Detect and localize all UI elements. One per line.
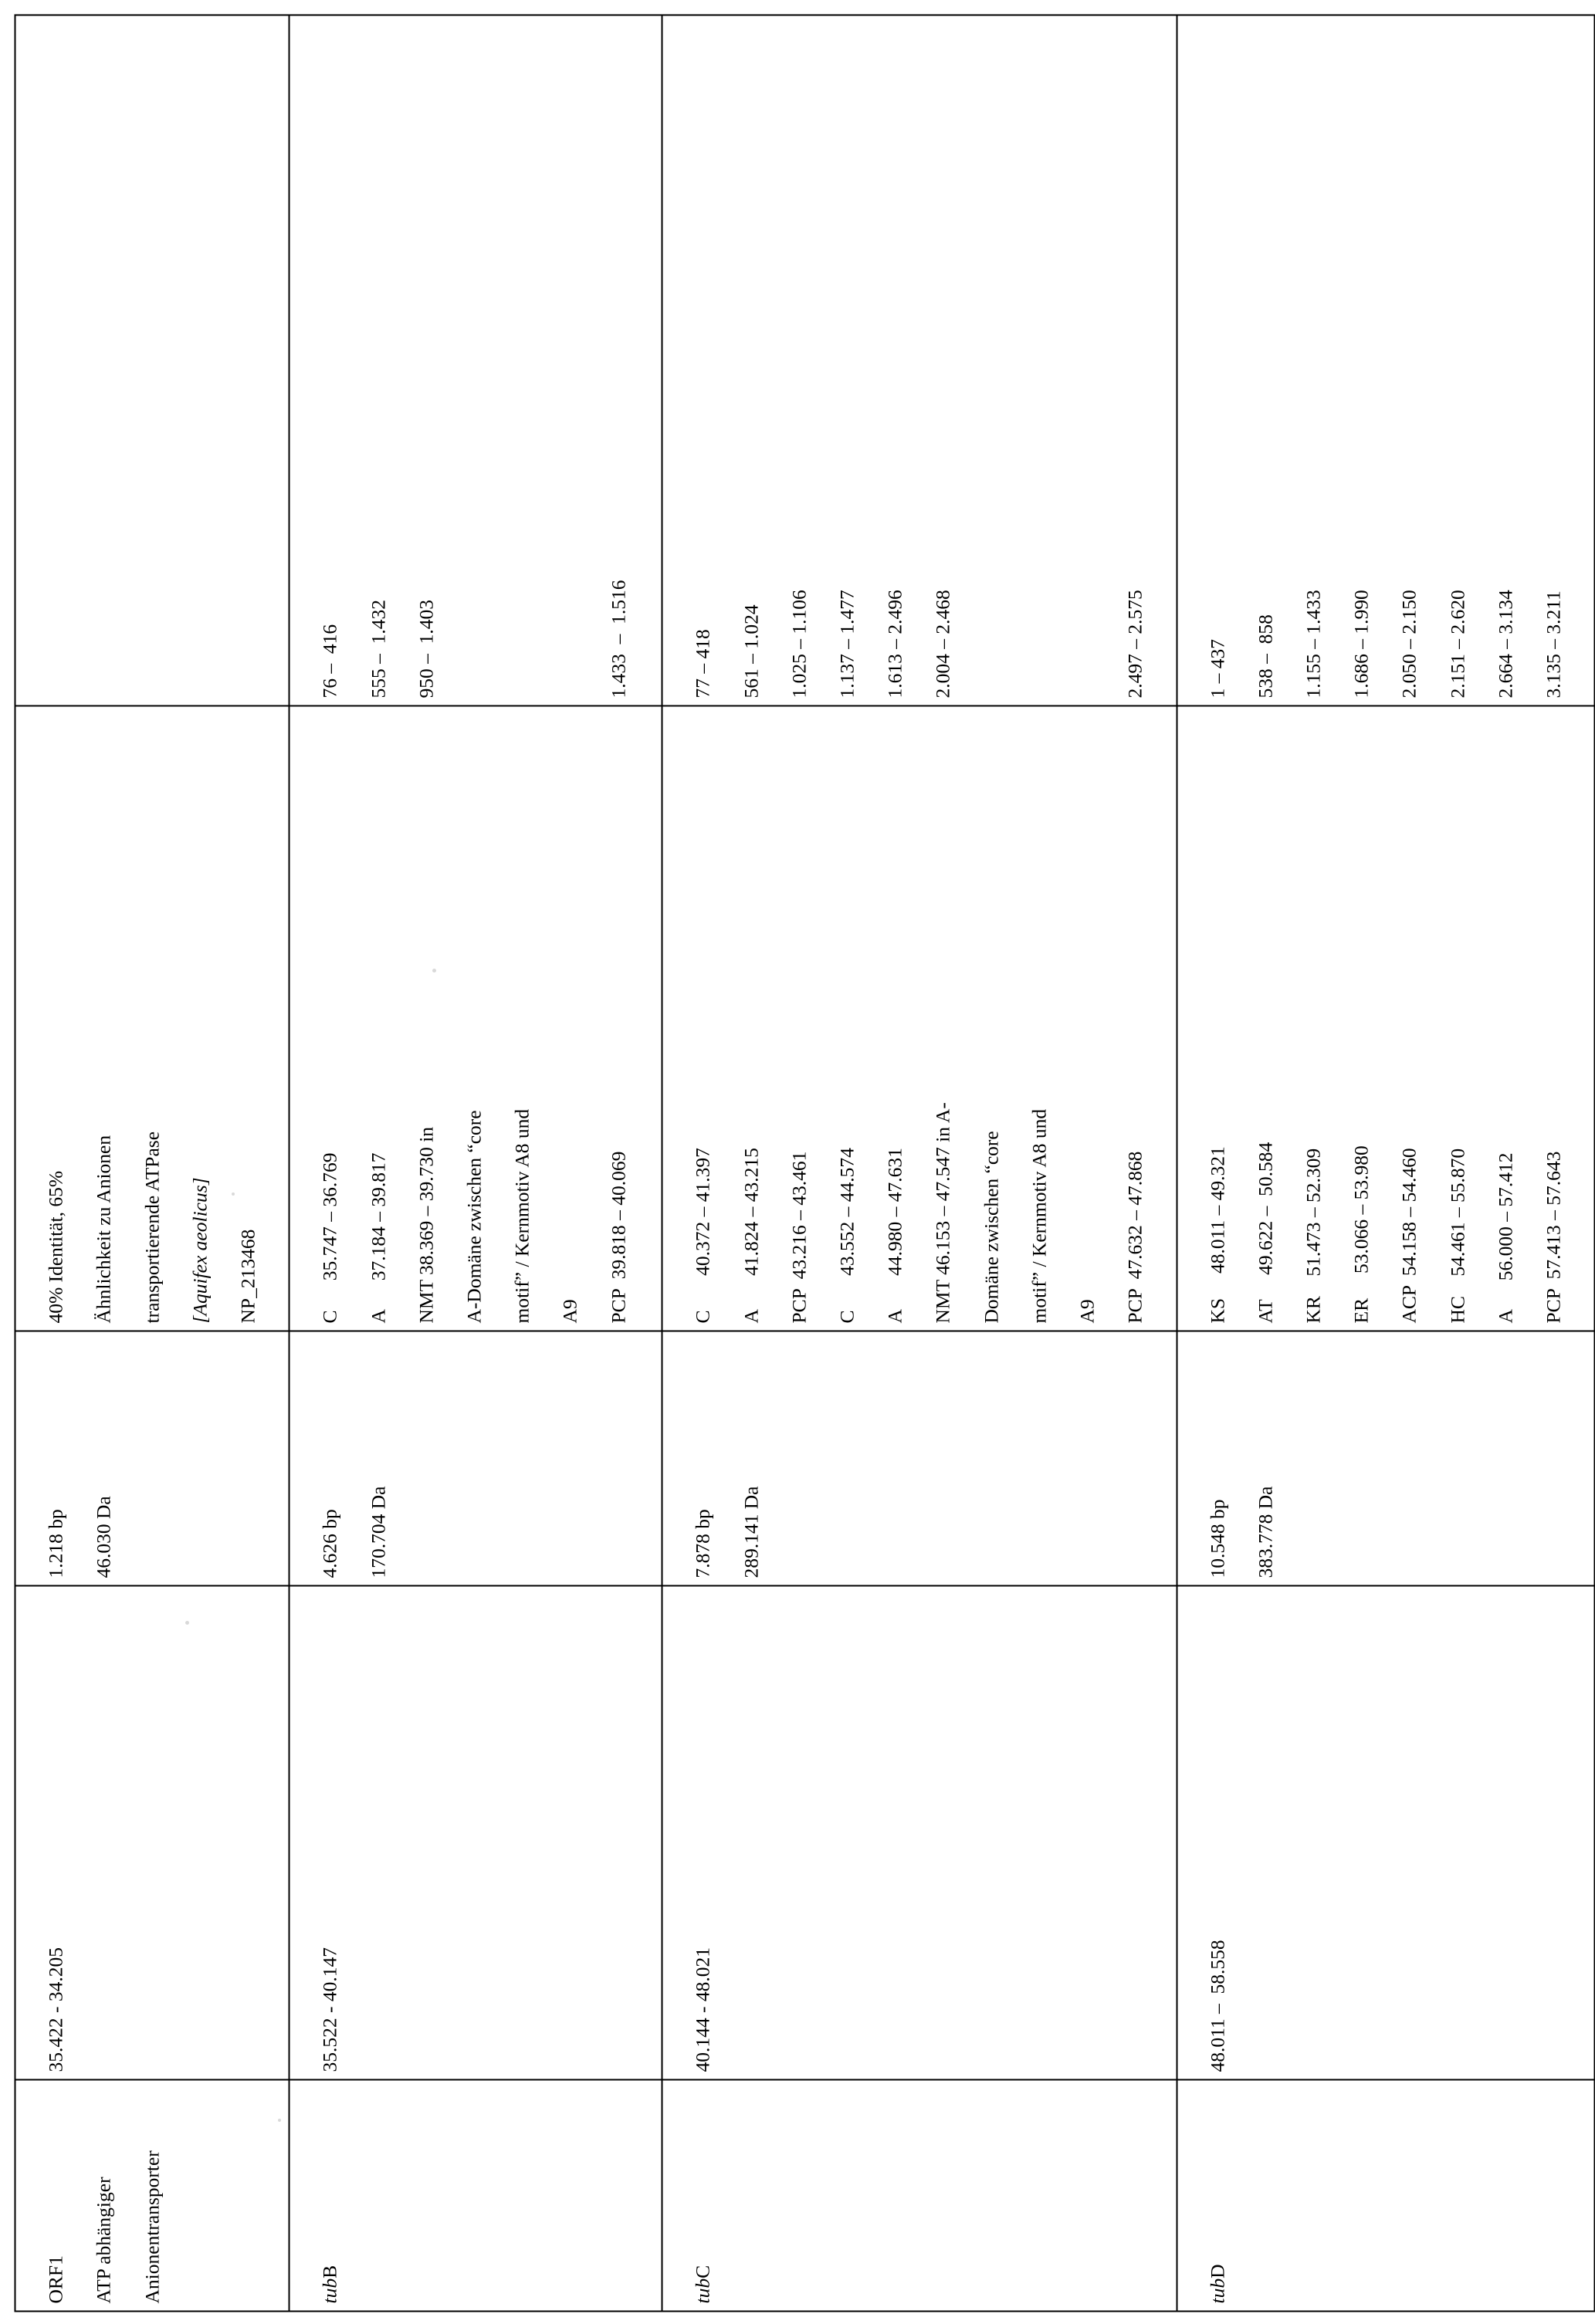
annotation-line-8: PCP 57.413 – 57.643: [1542, 1151, 1565, 1323]
position-cell: [289, 1585, 662, 2079]
size-cell: [289, 1331, 662, 1585]
annotation-line-9: A9: [1075, 1298, 1099, 1323]
annotation-line-2: A 41.824 – 43.215: [739, 1147, 762, 1323]
annotation-line-2: AT 49.622 – 50.584: [1253, 1142, 1276, 1323]
domain-range-2: 538 – 858: [1253, 614, 1276, 698]
domain-range-7: 2.664 – 3.134: [1493, 589, 1516, 698]
annotation-line-1: 40% Identität, 65%: [44, 1170, 67, 1323]
domain-range-8: 3.135 – 3.211: [1542, 590, 1565, 698]
domain-range-1: 77 – 418: [691, 628, 714, 698]
position-value: 35.422 - 34.205: [44, 1947, 67, 2072]
scan-speckle: [432, 969, 436, 973]
domain-range-6: 2.004 – 2.468: [931, 589, 954, 698]
position-cell: [662, 1585, 1176, 2079]
size-bp: 7.878 bp: [691, 1508, 714, 1578]
size-bp: 10.548 bp: [1205, 1499, 1228, 1578]
size-bp: 4.626 bp: [318, 1508, 341, 1578]
domain-range-4: 1.686 – 1.990: [1349, 589, 1373, 698]
domain-range-spacer-1: [979, 22, 1003, 698]
domain-range-3: 1.155 – 1.433: [1302, 589, 1325, 698]
annotation-line-1: C 35.747 – 36.769: [318, 1152, 341, 1323]
annotation-line-6: A9: [558, 1298, 581, 1323]
gene-name-cell: [289, 2079, 662, 2311]
domain-range-cell: [15, 15, 289, 705]
annotation-line-5: ACP 54.158 – 54.460: [1397, 1147, 1421, 1323]
size-da: 289.141 Da: [739, 1486, 762, 1578]
gene-name-cell: [662, 2079, 1176, 2311]
domain-range-spacer-1: [462, 22, 486, 698]
annotation-line-1: KS 48.011 – 49.321: [1205, 1145, 1228, 1323]
gene-name-cell: [15, 2079, 289, 2311]
domain-range-cell: [289, 15, 662, 705]
size-da: 46.030 Da: [92, 1495, 115, 1578]
annotation-line-5-accession: NP_213468: [235, 1229, 259, 1323]
annotation-line-4: ER 53.066 – 53.980: [1349, 1145, 1373, 1323]
position-cell: [15, 1585, 289, 2079]
annotation-line-5: motif” / Kernmotiv A8 und: [510, 1108, 533, 1323]
position-cell: [1177, 1585, 1595, 2079]
position-value: 40.144 - 48.021: [691, 1947, 714, 2072]
position-value: 35.522 - 40.147: [318, 1947, 341, 2072]
domain-range-1: 76 – 416: [318, 624, 341, 698]
domain-range-spacer-3: [557, 22, 581, 698]
size-cell: [1177, 1331, 1595, 1585]
domain-range-3: 1.025 – 1.106: [787, 589, 810, 698]
domain-range-spacer-2: [510, 22, 533, 698]
annotation-cell: [662, 705, 1176, 1331]
annotation-line-6: HC 54.461 – 55.870: [1445, 1148, 1468, 1323]
annotation-line-8: motif” / Kernmotiv A8 und: [1027, 1108, 1050, 1323]
domain-range-cell: [662, 15, 1176, 705]
annotation-cell: [289, 705, 662, 1331]
annotation-line-3: PCP 43.216 – 43.461: [787, 1151, 810, 1323]
annotation-line-6: NMT 46.153 – 47.547 in A-: [931, 1101, 954, 1323]
gene-desc-line-1: ATP abhängiger: [92, 2176, 115, 2303]
annotation-cell: [1177, 705, 1595, 1331]
table-row: [662, 15, 1176, 2311]
table-row: [1177, 15, 1595, 2311]
gene-name-cell: [1177, 2079, 1595, 2311]
annotation-line-3: KR 51.473 – 52.309: [1302, 1148, 1325, 1323]
annotation-line-4: A-Domäne zwischen “core: [462, 1109, 485, 1323]
domain-range-spacer-3: [1075, 22, 1099, 698]
gene-name-tubc: tubC: [691, 2265, 714, 2303]
size-da: 383.778 Da: [1253, 1486, 1276, 1578]
table-row: [15, 15, 289, 2311]
annotation-line-4: C 43.552 – 44.574: [835, 1147, 858, 1323]
size-cell: [15, 1331, 289, 1585]
table-row: [289, 15, 662, 2311]
domain-range-4: 1.433 – 1.516: [606, 580, 629, 698]
domain-range-5: 2.050 – 2.150: [1397, 589, 1421, 698]
scan-speckle: [278, 2119, 281, 2122]
domain-range-7: 2.497 – 2.575: [1123, 589, 1146, 698]
annotation-line-7: PCP 39.818 – 40.069: [606, 1151, 629, 1323]
table-body: [15, 15, 1594, 2311]
domain-range-4: 1.137 – 1.477: [835, 589, 858, 698]
annotation-line-2: Ähnlichkeit zu Anionen: [92, 1135, 115, 1323]
gene-name-tubb: tubB: [318, 2265, 341, 2303]
domain-range-2: 555 – 1.432: [366, 599, 389, 698]
annotation-line-5: A 44.980 – 47.631: [883, 1147, 906, 1323]
position-value: 48.011 – 58.558: [1205, 1939, 1228, 2072]
gene-name-tubd: tubD: [1205, 2263, 1228, 2303]
annotation-line-7: A 56.000 – 57.412: [1493, 1152, 1516, 1323]
domain-range-2: 561 – 1.024: [739, 604, 762, 698]
scan-speckle: [185, 1621, 189, 1625]
size-da: 170.704 Da: [366, 1486, 389, 1578]
gene-annotation-table: [14, 14, 1595, 2312]
scan-speckle: [232, 1192, 235, 1196]
annotation-line-1: C 40.372 – 41.397: [691, 1147, 714, 1323]
gene-desc-line-2: Anionentransporter: [140, 2150, 163, 2303]
domain-range-cell: [1177, 15, 1595, 705]
domain-range-1: 1 – 437: [1205, 638, 1228, 698]
domain-range-3: 950 – 1.403: [414, 599, 437, 698]
annotation-line-7: Domäne zwischen “core: [979, 1130, 1002, 1323]
annotation-line-3: transportierende ATPase: [140, 1131, 163, 1323]
size-cell: [662, 1331, 1176, 1585]
annotation-cell: [15, 705, 289, 1331]
gene-name-orf1: ORF1: [44, 2255, 67, 2303]
size-bp: 1.218 bp: [44, 1508, 67, 1578]
annotation-line-3: NMT 38.369 – 39.730 in: [414, 1126, 437, 1323]
domain-range-spacer-2: [1027, 22, 1051, 698]
annotation-line-2: A 37.184 – 39.817: [366, 1152, 389, 1323]
domain-range-5: 1.613 – 2.496: [883, 589, 906, 698]
annotation-line-4-organism: [Aquifex aeolicus]: [188, 1176, 211, 1323]
annotation-line-10: PCP 47.632 – 47.868: [1123, 1151, 1146, 1323]
domain-range-6: 2.151 – 2.620: [1445, 589, 1468, 698]
